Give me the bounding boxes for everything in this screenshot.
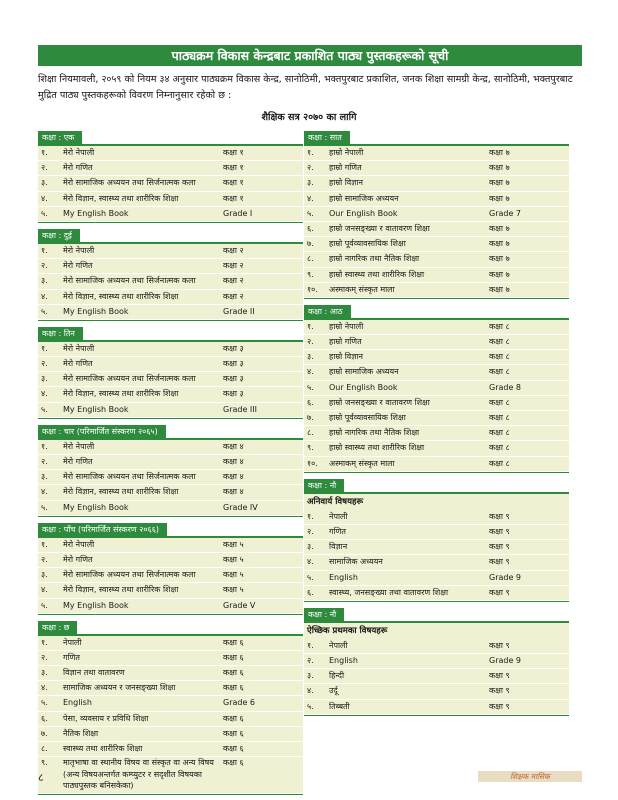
book-number: १.	[41, 637, 48, 647]
book-grade: Grade IV	[223, 502, 258, 512]
book-number: ५.	[307, 572, 314, 582]
book-grade: कक्षा ४	[223, 487, 244, 497]
intro-paragraph: शिक्षा नियमावली, २०५९ को नियम ३४ अनुसार पाठ्यक्रम विकास केन्द्र, सानोठिमी, भक्तपुरबाट प्रकाशित, जनक शिक्षा सामग्री केन्द्र, सानोठिमी, भक्तपुरबाट मुद्रित पाठ्य पुस्तकहरूको विवरण निम्नानुसार रहेको छ :	[38, 74, 573, 101]
book-row	[38, 636, 303, 651]
book-row	[38, 244, 303, 259]
book-title: हाम्रो स्वास्थ्य तथा शारीरिक शिक्षा	[329, 443, 425, 453]
book-title: हाम्रो जनसङ्ख्या र वातावरण शिक्षा	[329, 397, 430, 407]
book-title: मेरो नेपाली	[63, 245, 95, 255]
book-row	[304, 350, 569, 365]
book-title: My English Book	[63, 208, 129, 218]
book-grade: कक्षा ३	[223, 343, 244, 353]
book-row	[304, 555, 569, 570]
book-row	[304, 457, 569, 472]
book-title: पेसा, व्यवसाय र प्रविधि शिक्षा	[63, 713, 149, 723]
book-title: अस्माकम् संस्कृत माला	[329, 458, 395, 468]
book-title: विज्ञान	[329, 542, 348, 552]
book-title: हाम्रो पूर्वव्यावसायिक शिक्षा	[329, 239, 406, 249]
book-title: मेरो विज्ञान, स्वास्थ्य तथा शारीरिक शिक्षा	[63, 585, 179, 595]
book-list	[304, 318, 569, 473]
book-grade: Grade I	[223, 208, 253, 218]
book-grade: कक्षा ५	[223, 585, 244, 595]
book-row	[304, 207, 569, 222]
left-column	[38, 125, 303, 795]
book-number: ८.	[307, 254, 314, 264]
book-row	[38, 207, 303, 222]
book-row	[38, 681, 303, 696]
book-row	[38, 290, 303, 305]
book-list	[38, 340, 303, 419]
book-title: मेरो गणित	[63, 554, 93, 564]
magazine-logo: शिक्षक मासिक	[478, 771, 582, 782]
book-grade: कक्षा ९	[489, 671, 510, 681]
book-title: हाम्रो सामाजिक अध्ययन	[329, 367, 399, 377]
book-number: ७.	[307, 239, 314, 249]
book-grade: Grade 9	[489, 656, 522, 666]
subject-group-title: ऐच्छिक प्रथमका विषयहरू	[307, 625, 388, 636]
book-grade: कक्षा ५	[223, 570, 244, 580]
book-list	[304, 621, 569, 716]
book-grade: कक्षा ७	[489, 163, 510, 173]
book-number: १०.	[307, 284, 318, 294]
book-title: मेरो विज्ञान, स्वास्थ्य तथा शारीरिक शिक्षा	[63, 389, 179, 399]
book-title: मेरो गणित	[63, 163, 93, 173]
book-row	[304, 176, 569, 191]
book-title: स्वास्थ्य, जनसङ्ख्या तथा वातावरण शिक्षा	[329, 587, 449, 597]
book-title: हाम्रो स्वास्थ्य तथा शारीरिक शिक्षा	[329, 269, 425, 279]
book-grade: कक्षा ८	[489, 337, 510, 347]
book-grade: कक्षा २	[223, 261, 244, 271]
book-title: मेरो सामाजिक अध्ययन तथा सिर्जनात्मक कला	[63, 276, 196, 286]
book-title: मेरो विज्ञान, स्वास्थ्य तथा शारीरिक शिक्षा	[63, 193, 179, 203]
book-row	[304, 396, 569, 411]
book-number: १.	[41, 343, 48, 353]
book-title: मेरो सामाजिक अध्ययन तथा सिर्जनात्मक कला	[63, 178, 196, 188]
book-title: सामाजिक अध्ययन र जनसङ्ख्या शिक्षा	[63, 683, 176, 693]
book-number: २.	[307, 526, 314, 536]
grade-heading: कक्षा : नौ	[304, 608, 344, 621]
book-grade: कक्षा ४	[223, 472, 244, 482]
grade-heading: कक्षा : तिन	[38, 327, 83, 340]
book-title: English	[329, 572, 358, 582]
book-title: मेरो नेपाली	[63, 343, 95, 353]
grade-heading: कक्षा : एक	[38, 131, 82, 144]
book-list	[38, 536, 303, 615]
book-number: ७.	[307, 413, 314, 422]
book-number: ४.	[41, 389, 48, 399]
book-number: ४.	[41, 291, 48, 301]
grade-section	[38, 615, 303, 796]
book-row	[304, 381, 569, 396]
book-grade: कक्षा ८	[489, 413, 510, 422]
book-title: तिब्बती	[329, 701, 350, 711]
book-grade: कक्षा ९	[489, 557, 510, 567]
book-grade: कक्षा २	[223, 276, 244, 286]
book-number: ४.	[307, 557, 314, 567]
book-title: हाम्रो नेपाली	[329, 148, 364, 157]
book-title: English	[329, 656, 358, 666]
book-grade: कक्षा ८	[489, 352, 510, 362]
book-number: १.	[41, 245, 48, 255]
book-row	[304, 237, 569, 252]
book-grade: कक्षा ९	[489, 640, 510, 650]
book-number: ३.	[41, 668, 48, 678]
page-number: ८	[38, 771, 44, 784]
book-grade: कक्षा ६	[223, 668, 244, 678]
grade-heading: कक्षा : छ	[38, 621, 77, 634]
book-row	[304, 639, 569, 654]
book-title: अस्माकम् संस्कृत माला	[329, 284, 395, 294]
book-title: मेरो गणित	[63, 457, 93, 466]
book-row	[304, 252, 569, 267]
book-title: गणित	[329, 526, 346, 536]
grade-section	[38, 517, 303, 615]
book-grade: कक्षा ६	[223, 744, 244, 753]
book-row	[38, 470, 303, 485]
book-number: ५.	[41, 306, 48, 316]
book-row	[38, 357, 303, 372]
book-row	[304, 192, 569, 207]
book-grade: कक्षा ८	[489, 367, 510, 377]
book-list	[304, 492, 569, 602]
book-number: ५.	[41, 404, 48, 414]
book-row	[38, 485, 303, 500]
book-number: ३.	[307, 671, 314, 681]
book-number: ८.	[41, 744, 48, 753]
grade-section	[38, 125, 303, 223]
grade-section	[304, 125, 569, 299]
book-title: Our English Book	[329, 382, 398, 392]
book-grade: कक्षा ७	[489, 223, 510, 233]
book-grade: कक्षा ९	[489, 686, 510, 696]
grade-section	[38, 419, 303, 517]
book-number: ३.	[41, 276, 48, 286]
book-title: My English Book	[63, 306, 129, 316]
book-row	[38, 757, 303, 794]
book-grade: कक्षा ५	[223, 539, 244, 549]
book-number: ९.	[307, 443, 314, 453]
book-title: नेपाली	[63, 637, 82, 647]
book-number: ३.	[307, 352, 314, 362]
book-number: ८.	[307, 428, 314, 438]
book-row	[304, 426, 569, 441]
book-number: ९.	[307, 269, 314, 279]
book-row	[304, 161, 569, 176]
book-number: २.	[307, 163, 314, 173]
book-grade: कक्षा ६	[223, 713, 244, 723]
book-grade: कक्षा ६	[223, 652, 244, 662]
book-number: १.	[307, 148, 314, 157]
book-row	[38, 455, 303, 470]
book-number: ६.	[41, 713, 48, 723]
book-number: ४.	[41, 487, 48, 497]
book-grade: कक्षा ३	[223, 359, 244, 369]
book-title: English	[63, 698, 92, 708]
book-title: हाम्रो नेपाली	[329, 321, 364, 331]
book-grade: कक्षा ८	[489, 443, 510, 453]
book-number: ३.	[307, 178, 314, 188]
book-title: उर्दू	[329, 686, 338, 696]
book-number: ५.	[307, 382, 314, 392]
book-number: ६.	[307, 397, 314, 407]
grade-section	[304, 602, 569, 716]
book-list	[304, 144, 569, 299]
book-title: मेरो गणित	[63, 261, 93, 271]
book-row	[38, 651, 303, 666]
book-list	[38, 144, 303, 223]
book-grade: कक्षा २	[223, 245, 244, 255]
book-row	[304, 669, 569, 684]
book-row	[38, 440, 303, 455]
book-title: My English Book	[63, 600, 129, 610]
book-row	[304, 411, 569, 426]
book-grade: Grade 7	[489, 208, 522, 218]
book-row	[38, 583, 303, 598]
book-grade: कक्षा ७	[489, 178, 510, 188]
book-row	[304, 586, 569, 601]
book-grade: कक्षा ९	[489, 587, 510, 597]
book-title: मेरो गणित	[63, 359, 93, 369]
book-grade: कक्षा १	[223, 163, 244, 173]
book-title: गणित	[63, 652, 80, 662]
book-title: मेरो विज्ञान, स्वास्थ्य तथा शारीरिक शिक्षा	[63, 487, 179, 497]
book-number: १.	[307, 511, 314, 521]
book-number: ४.	[307, 686, 314, 696]
book-title: हिन्दी	[329, 671, 345, 681]
book-number: ४.	[41, 683, 48, 693]
grade-heading: कक्षा : चार (परिमार्जित संस्करण २०६५)	[38, 425, 166, 438]
book-grade: कक्षा ९	[489, 701, 510, 711]
grade-heading: कक्षा : आठ	[304, 305, 351, 318]
book-number: ४.	[307, 193, 314, 203]
book-number: ३.	[41, 472, 48, 482]
book-title: नेपाली	[329, 640, 348, 650]
book-row	[38, 742, 303, 757]
book-grade: कक्षा २	[223, 291, 244, 301]
book-row	[304, 283, 569, 298]
book-grade: कक्षा ६	[223, 728, 244, 738]
book-title: Our English Book	[329, 208, 398, 218]
book-row	[38, 712, 303, 727]
book-grade: कक्षा ४	[223, 457, 244, 466]
book-list	[38, 438, 303, 517]
book-grade: Grade 9	[489, 572, 522, 582]
book-title: हाम्रो पूर्वव्यावसायिक शिक्षा	[329, 413, 406, 422]
book-number: २.	[41, 261, 48, 271]
book-row	[38, 538, 303, 553]
book-grade: कक्षा ८	[489, 321, 510, 331]
book-number: ६.	[307, 223, 314, 233]
book-title: नेपाली	[329, 511, 348, 521]
book-row	[38, 387, 303, 402]
book-number: ३.	[307, 542, 314, 552]
book-row	[304, 335, 569, 350]
book-grade: कक्षा ९	[489, 511, 510, 521]
book-number: ५.	[41, 698, 48, 708]
book-row	[304, 222, 569, 237]
book-grade: कक्षा ६	[223, 683, 244, 693]
book-number: ३.	[41, 178, 48, 188]
book-grade: कक्षा ३	[223, 374, 244, 384]
book-title: मेरो नेपाली	[63, 148, 95, 157]
book-number: ४.	[41, 585, 48, 595]
book-list	[38, 634, 303, 796]
book-grade: Grade II	[223, 306, 255, 316]
book-number: ५.	[307, 701, 314, 711]
book-title: मातृभाषा वा स्थानीय विषय वा संस्कृत वा अन्य विषय (अन्य विषयअन्तर्गत कम्प्युटर र सदृशीत विषयका पाठ्यपुस्तक बनिसकेका)	[63, 758, 214, 791]
book-number: २.	[307, 656, 314, 666]
book-number: १.	[41, 539, 48, 549]
book-title: My English Book	[63, 404, 129, 414]
book-number: ९.	[41, 758, 48, 768]
book-row	[304, 365, 569, 380]
book-grade: कक्षा ४	[223, 441, 244, 451]
book-title: मेरो सामाजिक अध्ययन तथा सिर्जनात्मक कला	[63, 374, 196, 384]
right-column	[304, 125, 569, 716]
book-row	[38, 161, 303, 176]
book-grade: कक्षा १	[223, 178, 244, 188]
book-number: ३.	[41, 570, 48, 580]
book-row	[38, 342, 303, 357]
book-row	[38, 274, 303, 289]
book-grade: कक्षा ३	[223, 389, 244, 399]
book-number: २.	[41, 359, 48, 369]
book-grade: कक्षा ७	[489, 284, 510, 294]
grade-heading: कक्षा : दुई	[38, 229, 80, 242]
book-grade: Grade III	[223, 404, 258, 414]
book-grade: Grade 8	[489, 382, 522, 392]
book-title: हाम्रो जनसङ्ख्या र वातावरण शिक्षा	[329, 223, 430, 233]
session-subtitle: शैक्षिक सत्र २०७० का लागि	[261, 112, 357, 123]
book-row	[38, 259, 303, 274]
book-grade: कक्षा ८	[489, 458, 510, 468]
grade-heading: कक्षा : नौ	[304, 479, 344, 492]
book-title: मेरो सामाजिक अध्ययन तथा सिर्जनात्मक कला	[63, 570, 196, 580]
book-row	[38, 305, 303, 320]
book-row	[38, 403, 303, 418]
book-row	[304, 268, 569, 283]
book-number: २.	[41, 652, 48, 662]
book-title: हाम्रो नागरिक तथा नैतिक शिक्षा	[329, 254, 420, 264]
book-row	[38, 146, 303, 161]
book-row	[38, 696, 303, 711]
book-row	[38, 727, 303, 742]
book-grade: कक्षा ७	[489, 193, 510, 203]
book-row	[304, 654, 569, 669]
book-row	[38, 501, 303, 516]
book-row	[38, 666, 303, 681]
book-number: १०.	[307, 458, 318, 468]
book-grade: कक्षा ६	[223, 758, 244, 768]
book-row	[304, 441, 569, 456]
book-row	[38, 192, 303, 207]
book-number: १.	[41, 148, 48, 157]
book-row	[304, 525, 569, 540]
book-number: ५.	[307, 208, 314, 218]
book-row	[304, 540, 569, 555]
book-title: हाम्रो सामाजिक अध्ययन	[329, 193, 399, 203]
book-grade: कक्षा ५	[223, 554, 244, 564]
book-number: ५.	[41, 208, 48, 218]
book-title: मेरो विज्ञान, स्वास्थ्य तथा शारीरिक शिक्षा	[63, 291, 179, 301]
book-row	[38, 568, 303, 583]
book-title: मेरो नेपाली	[63, 441, 95, 451]
book-row	[304, 146, 569, 161]
book-grade: कक्षा १	[223, 193, 244, 203]
grade-heading: कक्षा : पाँच (परिमार्जित संस्करण २०६६)	[38, 523, 167, 536]
book-title: मेरो सामाजिक अध्ययन तथा सिर्जनात्मक कला	[63, 472, 196, 482]
book-title: हाम्रो विज्ञान	[329, 352, 363, 362]
book-title: हाम्रो नागरिक तथा नैतिक शिक्षा	[329, 428, 420, 438]
book-title: स्वास्थ्य तथा शारीरिक शिक्षा	[63, 744, 143, 753]
book-row	[38, 372, 303, 387]
book-row	[38, 176, 303, 191]
book-number: ४.	[41, 193, 48, 203]
book-number: २.	[41, 457, 48, 466]
book-number: ५.	[41, 600, 48, 610]
book-title: सामाजिक अध्ययन	[329, 557, 383, 567]
book-grade: कक्षा ७	[489, 254, 510, 264]
book-grade: कक्षा ७	[489, 269, 510, 279]
grade-section	[38, 223, 303, 321]
book-title: मेरो नेपाली	[63, 539, 95, 549]
book-number: २.	[41, 554, 48, 564]
book-title: My English Book	[63, 502, 129, 512]
book-grade: कक्षा १	[223, 148, 244, 157]
book-number: ३.	[41, 374, 48, 384]
book-grade: कक्षा ७	[489, 148, 510, 157]
book-number: ५.	[41, 502, 48, 512]
book-row	[304, 510, 569, 525]
book-number: १.	[307, 640, 314, 650]
grade-heading: कक्षा : सात	[304, 131, 350, 144]
book-title: हाम्रो गणित	[329, 337, 362, 347]
book-grade: कक्षा ८	[489, 428, 510, 438]
book-grade: कक्षा ७	[489, 239, 510, 249]
book-row	[38, 553, 303, 568]
book-title: विज्ञान तथा वातावरण	[63, 668, 125, 678]
grade-section	[304, 473, 569, 602]
book-row	[38, 599, 303, 614]
book-number: ४.	[307, 367, 314, 377]
book-grade: Grade 6	[223, 698, 256, 708]
book-grade: कक्षा ८	[489, 397, 510, 407]
book-number: २.	[307, 337, 314, 347]
book-row	[304, 320, 569, 335]
book-row	[304, 684, 569, 699]
book-title: नैतिक शिक्षा	[63, 728, 99, 738]
book-row	[304, 571, 569, 586]
book-list	[38, 242, 303, 321]
book-number: १.	[307, 321, 314, 331]
grade-section	[304, 299, 569, 473]
book-grade: Grade V	[223, 600, 256, 610]
book-title: हाम्रो विज्ञान	[329, 178, 363, 188]
book-title: हाम्रो गणित	[329, 163, 362, 173]
book-number: २.	[41, 163, 48, 173]
subject-group-title: अनिवार्य विषयहरू	[307, 496, 364, 507]
book-number: ७.	[41, 728, 48, 738]
book-number: ६.	[307, 587, 314, 597]
page-banner: पाठ्यक्रम विकास केन्द्रबाट प्रकाशित पाठ्य पुस्तकहरूको सूची	[38, 45, 582, 66]
book-grade: कक्षा ६	[223, 637, 244, 647]
book-row	[304, 700, 569, 715]
grade-section	[38, 321, 303, 419]
book-number: १.	[41, 441, 48, 451]
book-grade: कक्षा ९	[489, 542, 510, 552]
book-grade: कक्षा ९	[489, 526, 510, 536]
